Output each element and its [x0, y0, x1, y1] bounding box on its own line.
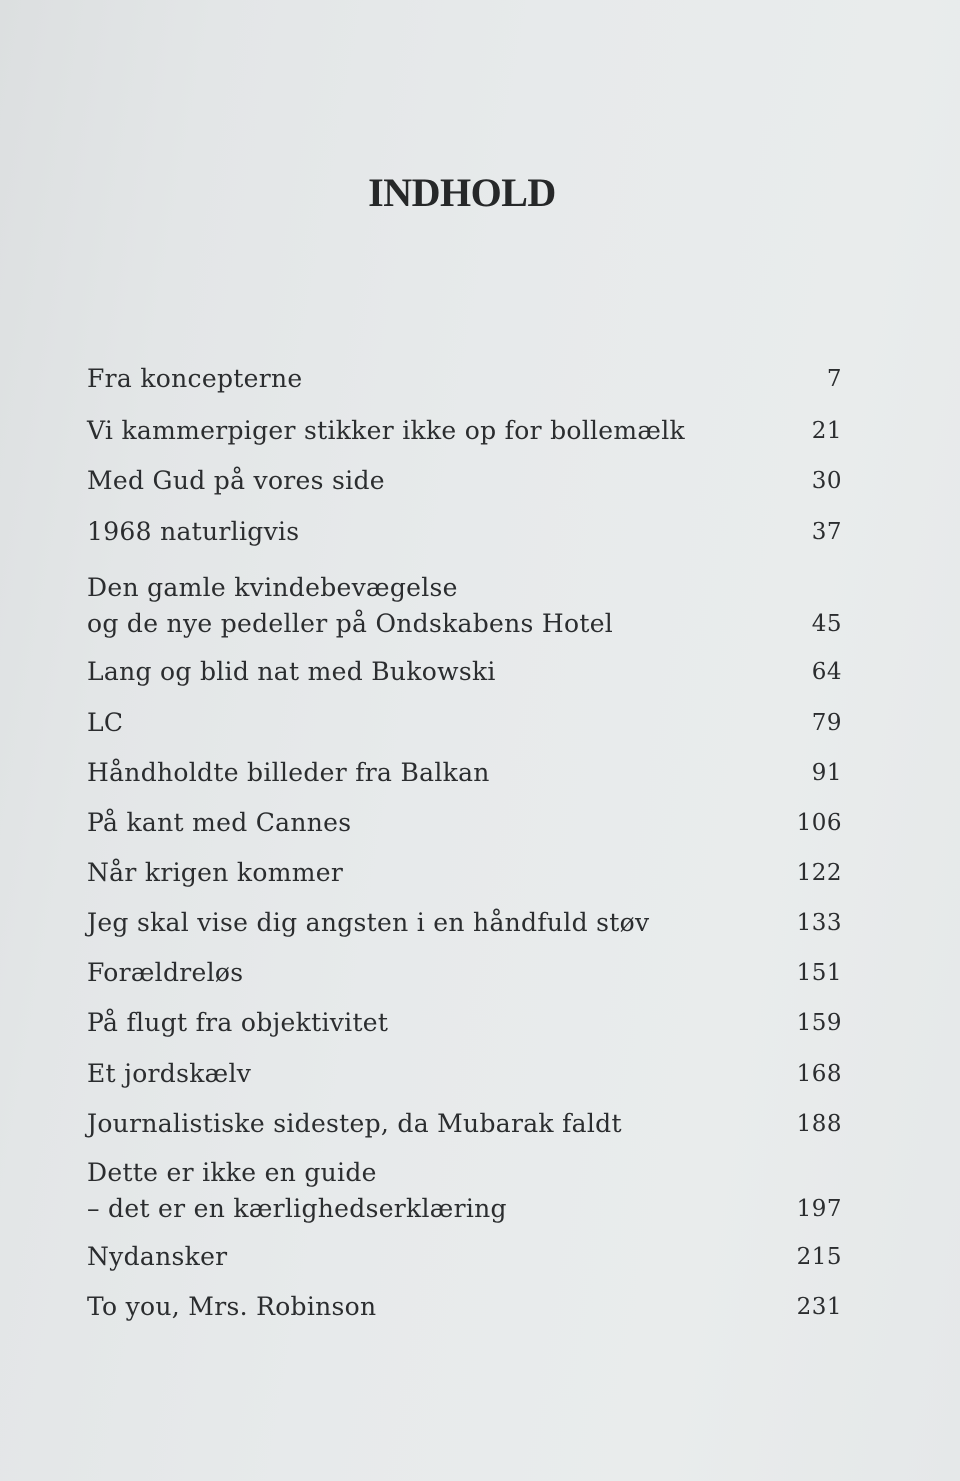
toc-entry-title: Lang og blid nat med Bukowski	[87, 657, 496, 686]
toc-entry-title: Jeg skal vise dig angsten i en håndfuld støv	[87, 908, 650, 937]
toc-page-number: 30	[811, 468, 842, 494]
page-title: INDHOLD	[368, 169, 556, 215]
toc-entry-title: På flugt fra objektivitet	[87, 1008, 389, 1037]
toc-entry-title: LC	[87, 708, 124, 737]
toc-page-number: 37	[811, 519, 842, 545]
toc-page-number: 91	[811, 760, 842, 786]
toc-page-number: 7	[826, 366, 842, 392]
toc-entry-title: Med Gud på vores side	[87, 466, 385, 495]
toc-page-number: 21	[811, 418, 842, 444]
toc-page-number: 188	[796, 1111, 842, 1137]
toc-entry-title: To you, Mrs. Robinson	[87, 1292, 377, 1321]
toc-entry-title: På kant med Cannes	[87, 808, 352, 837]
toc-entry-title: Håndholdte billeder fra Balkan	[87, 758, 490, 787]
toc-page-number: 64	[811, 659, 842, 685]
toc-page-number: 106	[796, 810, 842, 836]
toc-entry-title: Når krigen kommer	[87, 858, 344, 887]
toc-entry-title: Et jordskælv	[87, 1059, 252, 1088]
toc-page-number: 231	[796, 1294, 842, 1320]
toc-page-number: 45	[811, 611, 842, 637]
toc-entry-title: og de nye pedeller på Ondskabens Hotel	[87, 609, 614, 638]
toc-entry-title: Journalistiske sidestep, da Mubarak faldt	[87, 1109, 622, 1138]
toc-entry-title: 1968 naturligvis	[87, 517, 300, 546]
toc-entry-title: Forældreløs	[87, 958, 244, 987]
toc-page-number: 151	[796, 960, 842, 986]
toc-entry-title: Nydansker	[87, 1242, 228, 1271]
toc-page-number: 122	[796, 860, 842, 886]
toc-entry-title: – det er en kærlighedserklæring	[87, 1194, 507, 1223]
toc-entry-title: Dette er ikke en guide	[87, 1158, 377, 1187]
toc-entry-title: Vi kammerpiger stikker ikke op for bollemælk	[87, 416, 685, 445]
toc-page-number: 215	[796, 1244, 842, 1270]
toc-page-number: 159	[796, 1010, 842, 1036]
toc-page-number: 133	[796, 910, 842, 936]
toc-entry-title: Den gamle kvindebevægelse	[87, 573, 458, 602]
toc-entry-title: Fra koncepterne	[87, 364, 303, 393]
toc-page-number: 79	[811, 710, 842, 736]
toc-page-number: 197	[796, 1196, 842, 1222]
toc-page-number: 168	[796, 1061, 842, 1087]
